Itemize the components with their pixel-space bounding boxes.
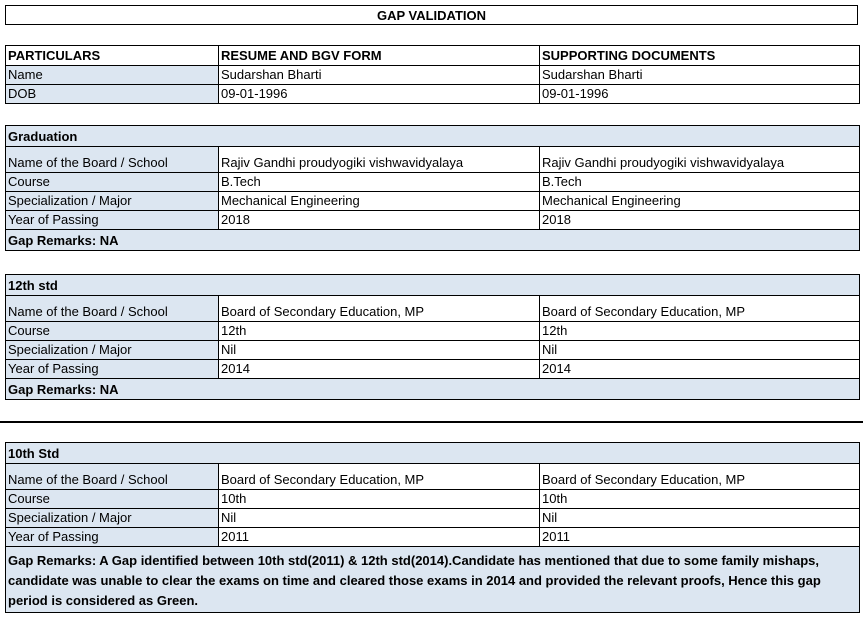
twelfth-table — [5, 274, 860, 400]
resume-value: Board of Secondary Education, MP — [219, 296, 540, 322]
resume-value: Sudarshan Bharti — [219, 66, 540, 85]
graduation-table — [5, 125, 860, 251]
header-resume: RESUME AND BGV FORM — [219, 46, 540, 66]
row-label: DOB — [6, 85, 219, 104]
resume-value: Nil — [219, 509, 540, 528]
section-title: 10th Std — [6, 443, 860, 464]
remarks-row — [6, 379, 860, 400]
row-label: Year of Passing — [6, 528, 219, 547]
resume-value: Rajiv Gandhi proudyogiki vishwavidyalaya — [219, 147, 540, 173]
docs-value: Rajiv Gandhi proudyogiki vishwavidyalaya — [540, 147, 860, 173]
row-label: Course — [6, 322, 219, 341]
row-label: Name — [6, 66, 219, 85]
resume-value: Mechanical Engineering — [219, 192, 540, 211]
header-row — [6, 46, 860, 66]
row-label: Name of the Board / School — [6, 464, 219, 490]
row-label: Specialization / Major — [6, 341, 219, 360]
docs-value: 09-01-1996 — [540, 85, 860, 104]
docs-value: Nil — [540, 509, 860, 528]
table-row — [6, 509, 860, 528]
row-label: Course — [6, 490, 219, 509]
docs-value: 12th — [540, 322, 860, 341]
section-header — [6, 443, 860, 464]
resume-value: 10th — [219, 490, 540, 509]
docs-value: Nil — [540, 341, 860, 360]
row-label: Year of Passing — [6, 360, 219, 379]
page-title: GAP VALIDATION — [5, 5, 858, 25]
gap-remarks: Gap Remarks: A Gap identified between 10th std(2011) & 12th std(2014).Candidate has mentioned that due to some family mishaps, candidate was unable to clear the exams on time and cleared those exams in 2014 and provided the relevant proofs, Hence this gap period is considered as Green. — [6, 547, 860, 613]
table-row — [6, 528, 860, 547]
section-title: Graduation — [6, 126, 860, 147]
docs-value: Board of Secondary Education, MP — [540, 296, 860, 322]
header-documents: SUPPORTING DOCUMENTS — [540, 46, 860, 66]
table-row — [6, 192, 860, 211]
table-row — [6, 341, 860, 360]
row-label: Course — [6, 173, 219, 192]
docs-value: Board of Secondary Education, MP — [540, 464, 860, 490]
resume-value: 09-01-1996 — [219, 85, 540, 104]
row-label: Specialization / Major — [6, 192, 219, 211]
gap-remarks: Gap Remarks: NA — [6, 379, 860, 400]
resume-value: 12th — [219, 322, 540, 341]
section-header — [6, 126, 860, 147]
table-row — [6, 66, 860, 85]
row-label: Specialization / Major — [6, 509, 219, 528]
table-row — [6, 85, 860, 104]
docs-value: 10th — [540, 490, 860, 509]
docs-value: Mechanical Engineering — [540, 192, 860, 211]
docs-value: 2011 — [540, 528, 860, 547]
remarks-row — [6, 230, 860, 251]
gap-remarks: Gap Remarks: NA — [6, 230, 860, 251]
resume-value: Board of Secondary Education, MP — [219, 464, 540, 490]
table-row — [6, 147, 860, 173]
table-row — [6, 173, 860, 192]
table-row — [6, 360, 860, 379]
tenth-table — [5, 442, 860, 613]
row-label: Name of the Board / School — [6, 296, 219, 322]
table-row — [6, 322, 860, 341]
resume-value: B.Tech — [219, 173, 540, 192]
row-label: Name of the Board / School — [6, 147, 219, 173]
header-particulars: PARTICULARS — [6, 46, 219, 66]
table-row — [6, 211, 860, 230]
remarks-row — [6, 547, 860, 613]
docs-value: B.Tech — [540, 173, 860, 192]
section-header — [6, 275, 860, 296]
table-row — [6, 296, 860, 322]
docs-value: 2018 — [540, 211, 860, 230]
resume-value: Nil — [219, 341, 540, 360]
docs-value: Sudarshan Bharti — [540, 66, 860, 85]
section-divider — [0, 421, 863, 423]
row-label: Year of Passing — [6, 211, 219, 230]
resume-value: 2018 — [219, 211, 540, 230]
section-title: 12th std — [6, 275, 860, 296]
table-row — [6, 490, 860, 509]
resume-value: 2014 — [219, 360, 540, 379]
personal-table — [5, 45, 860, 104]
docs-value: 2014 — [540, 360, 860, 379]
table-row — [6, 464, 860, 490]
resume-value: 2011 — [219, 528, 540, 547]
